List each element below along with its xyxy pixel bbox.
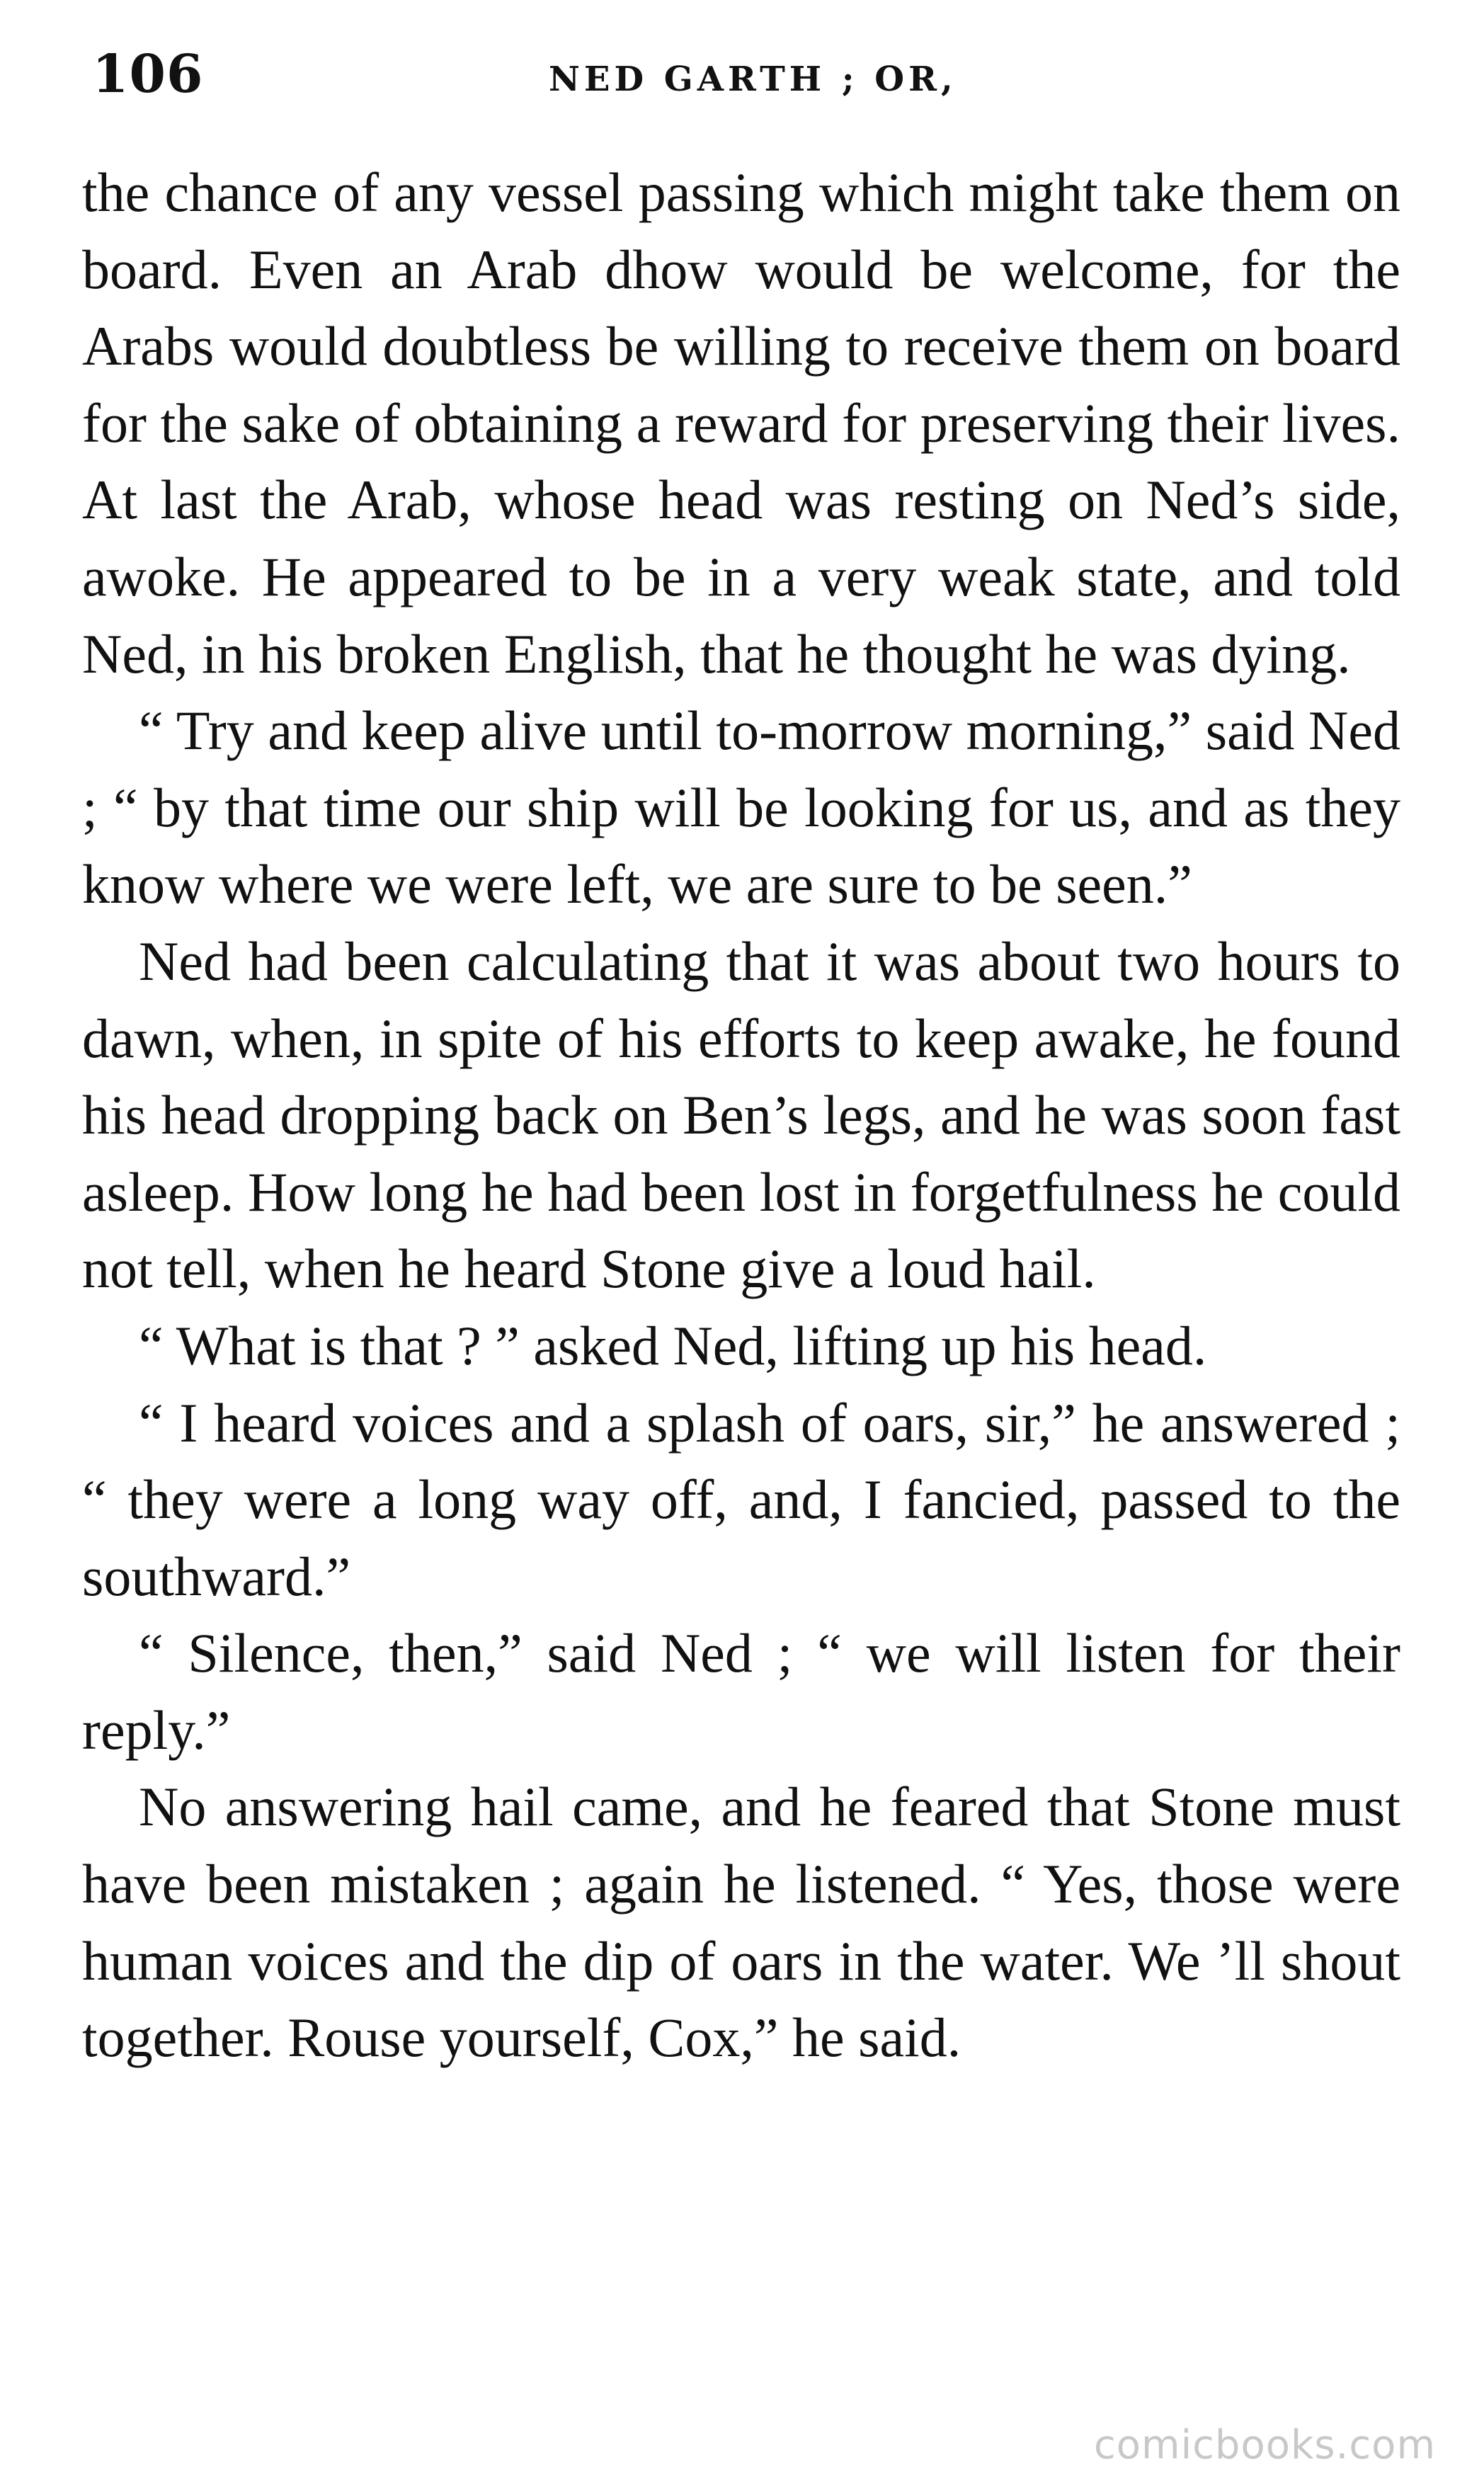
paragraph-5: “ I heard voices and a splash of oars, sir,” he answered ; “ they were a long way off, and, I fancied, passed to the southward.” — [82, 1391, 1400, 1607]
paragraph-1: the chance of any vessel passing which might take them on board. Even an Arab dhow would be welcome, for the Arabs would doubtless be willing to receive them on board for the sake of obtaining a reward for preserving their lives. At last the Arab, whose head was resting on Ned’s side, awoke. He appeared to be in a very weak state, and told Ned, in his broken English, that he thought he was dying. — [82, 161, 1400, 685]
paragraph-2: “ Try and keep alive until to-morrow morning,” said Ned ; “ by that time our ship will be looking for us, and as they know where we were left, we are sure to be seen.” — [82, 700, 1400, 915]
body-text — [82, 154, 1400, 2077]
page-number: 106 — [92, 44, 204, 105]
paragraph-7: No answering hail came, and he feared that Stone must have been mistaken ; again he listened. “ Yes, those were human voices and the dip of oars in the water. We ’ll shout together. Rouse yourself, Cox,” he said. — [82, 1776, 1400, 2069]
paragraph-3: Ned had been calculating that it was about two hours to dawn, when, in spite of his efforts to keep awake, he found his head dropping back on Ben’s legs, and he was soon fast asleep. How long he had been lost in forgetfulness he could not tell, when he heard Stone give a loud hail. — [82, 930, 1400, 1300]
page-header — [92, 44, 1395, 115]
paragraph-4: “ What is that ? ” asked Ned, lifting up his head. — [139, 1314, 1207, 1376]
watermark: comicbooks.com — [1093, 2422, 1436, 2468]
paragraph-6: “ Silence, then,” said Ned ; “ we will listen for their reply.” — [82, 1622, 1400, 1761]
running-head: NED GARTH ; OR, — [549, 59, 957, 99]
